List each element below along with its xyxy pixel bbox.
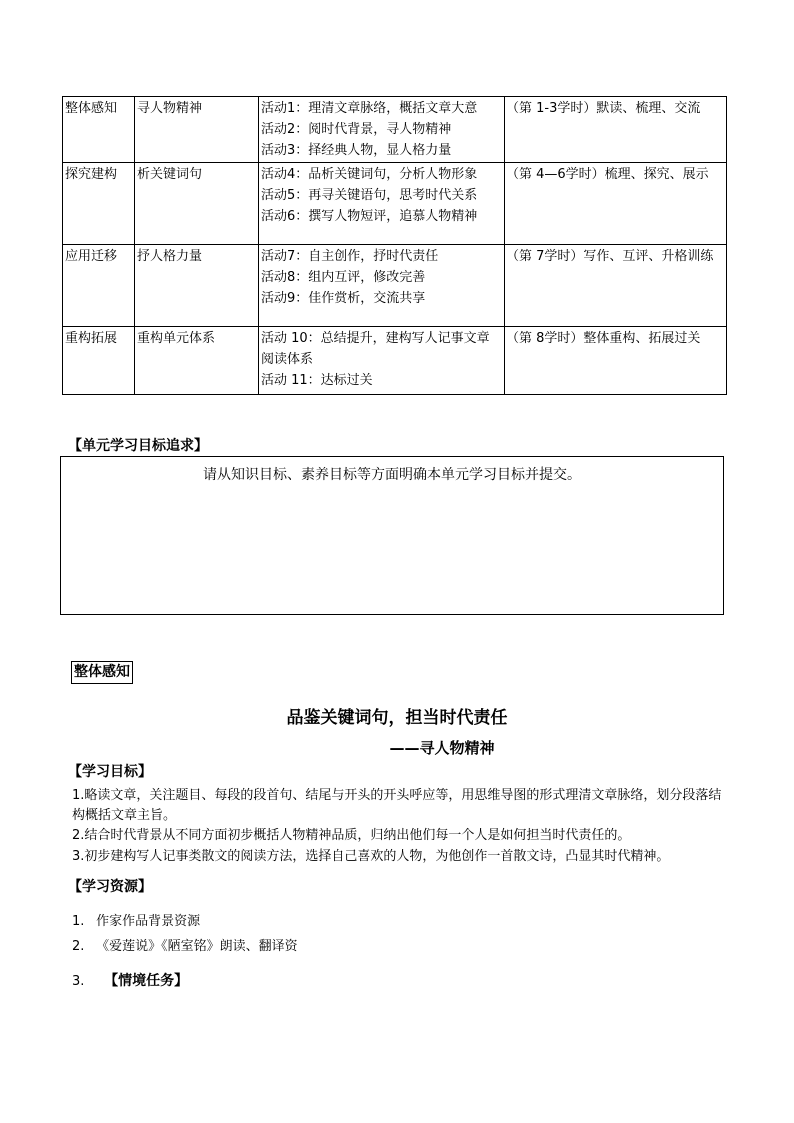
table-row — [63, 245, 727, 327]
objectives-heading: 【学习目标】 — [68, 764, 152, 780]
table-row — [63, 163, 727, 245]
activities-cell — [259, 327, 505, 395]
activity-item: 活动7：自主创作，抒时代责任 — [261, 249, 439, 264]
activities-cell — [259, 245, 505, 327]
unit-plan-table — [62, 96, 727, 395]
activity-item: 活动 11：达标过关 — [261, 373, 373, 388]
objective-item: 2.结合时代背景从不同方面初步概括人物精神品质，归纳出他们每一个人是如何担当时代责任的。 — [72, 828, 631, 843]
goals-box — [60, 456, 724, 615]
stage-cell: 应用迁移 — [63, 245, 135, 327]
resource-item — [72, 937, 298, 957]
activity-item: 活动1：理清文章脉络，概括文章大意 — [261, 101, 478, 116]
task-cell: 寻人物精神 — [135, 97, 259, 163]
resource-number: 2. — [72, 939, 85, 954]
table-row — [63, 327, 727, 395]
activity-item: 活动9：佳作赏析，交流共享 — [261, 291, 426, 306]
lesson-subtitle: ——寻人物精神 — [389, 739, 495, 757]
module-tag: 整体感知 — [71, 661, 133, 684]
activity-item: 活动6：撰写人物短评，追慕人物精神 — [261, 209, 478, 224]
resource-item — [72, 912, 200, 932]
resource-item — [72, 971, 188, 992]
resources-heading: 【学习资源】 — [68, 879, 152, 895]
task-cell: 析关键词句 — [135, 163, 259, 245]
goals-section-title: 【单元学习目标追求】 — [68, 438, 208, 454]
resource-number: 1. — [72, 914, 85, 929]
stage-cell: 整体感知 — [63, 97, 135, 163]
activity-item: 活动4：品析关键词句，分析人物形象 — [261, 167, 478, 182]
resource-text: 【情境任务】 — [104, 973, 189, 989]
resource-text: 《爱莲说》《陋室铭》朗读、翻译资 — [96, 939, 298, 954]
activity-item: 活动5：再寻关键语句，思考时代关系 — [261, 188, 478, 203]
activities-cell — [259, 97, 505, 163]
plan-cell: （第 1-3学时）默读、梳理、交流 — [505, 97, 727, 163]
activity-item: 活动2：阅时代背景，寻人物精神 — [261, 122, 452, 137]
plan-cell: （第 7学时）写作、互评、升格训练 — [505, 245, 727, 327]
lesson-title: 品鉴关键词句，担当时代责任 — [286, 708, 508, 728]
plan-cell: （第 8学时）整体重构、拓展过关 — [505, 327, 727, 395]
plan-cell: （第 4—6学时）梳理、探究、展示 — [505, 163, 727, 245]
task-cell: 重构单元体系 — [135, 327, 259, 395]
activity-item: 活动3：择经典人物，显人格力量 — [261, 143, 452, 158]
objective-item: 1.略读文章，关注题目、每段的段首句、结尾与开头的开头呼应等，用思维导图的形式理清文章脉络，划分段落结构概括文章主旨。 — [72, 788, 722, 823]
stage-cell: 探究建构 — [63, 163, 135, 245]
task-cell: 抒人格力量 — [135, 245, 259, 327]
activities-cell — [259, 163, 505, 245]
stage-cell: 重构拓展 — [63, 327, 135, 395]
objective-item: 3.初步建构写人记事类散文的阅读方法，选择自己喜欢的人物，为他创作一首散文诗，凸显其时代精神。 — [72, 849, 670, 864]
resource-text: 作家作品背景资源 — [96, 914, 201, 929]
goals-prompt: 请从知识目标、素养目标等方面明确本单元学习目标并提交。 — [203, 467, 581, 483]
table-row — [63, 97, 727, 163]
activity-item: 活动8：组内互评，修改完善 — [261, 270, 426, 285]
resource-number: 3. — [72, 974, 85, 989]
activity-item: 活动 10：总结提升，建构写人记事文章阅读体系 — [261, 331, 490, 367]
